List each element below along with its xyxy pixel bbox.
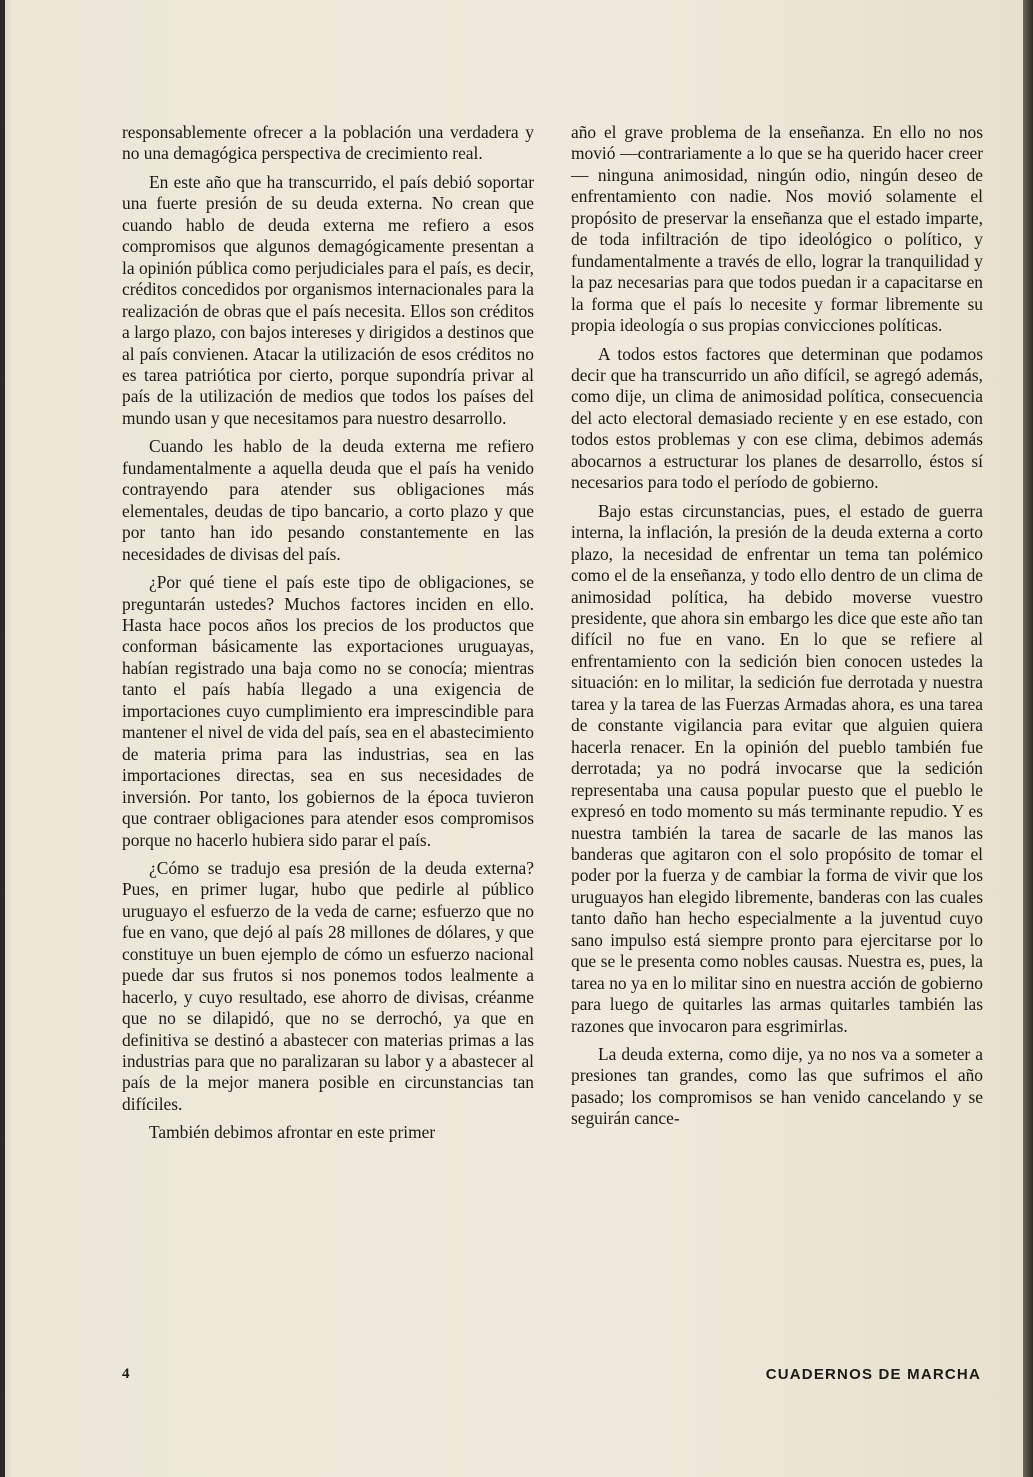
paragraph: Bajo estas circunstancias, pues, el estado de guerra interna, la inflación, la presión de la deuda externa a corto plazo, la necesidad de enfrentar un tema tan polémico como el de la enseñanza, y todo ello dentro de un clima de animosidad política, ha debido moverse vuestro presidente, que ahora sin embargo les dice que este año tan difícil no fue en vano. En lo que se refiere al enfrentamiento con la sedición bien conocen ustedes la situación: en lo militar, la sedición fue derrotada y nuestra tarea y la tarea de las Fuerzas Armadas ahora, es una tarea de constante vigilancia para evitar que alguien quiera hacerla renacer. En la opinión del pueblo también fue derrotada; ya no podrá invocarse que la sedición representaba una causa popular puesto que el pueblo le expresó en todo momento su más terminante repudio. Y es nuestra también la tarea de sacarle de las manos las banderas que agitaron con el solo propósito de tomar el poder por la fuerza y de cambiar la forma de vivir que los uruguayos han elegido libremente, banderas con las cuales tanto daño han hecho especialmente a la juventud cuyo sano impulso está siempre pronto para ejercitarse por lo que se le presenta como nobles causas. Nuestra es, pues, la tarea no ya en lo militar sino en nuestra acción de gobierno para luego de quitarles las armas quitarles también las razones que invocaron para esgrimirlas. <box>571 500 983 1036</box>
paragraph: año el grave problema de la enseñanza. En ello no nos movió —contrariamente a lo que se ha querido hacer creer— ninguna animosidad, ningún odio, ningún deseo de enfrentamiento con nadie. Nos movió solamente el propósito de preservar la enseñanza que el estado imparte, de toda infiltración de tipo ideológico o político, y fundamentalmente a través de ello, lograr la tranquilidad y la paz necesarias para que todos puedan ir a capacitarse en la forma que el país lo necesite y formar libremente su propia ideología o sus propias convicciones políticas. <box>571 122 983 336</box>
page-number: 4 <box>122 1366 130 1382</box>
page-edge-right <box>1023 0 1033 1477</box>
paragraph: En este año que ha transcurrido, el país debió soportar una fuerte presión de su deuda externa. No crean que cuando hablo de deuda externa me refiero a esos compromisos que algunos demagógicamente presentan a la opinión pública como perjudiciales para el país, es decir, créditos concedidos por organismos internacionales para la realización de obras que el país necesita. Ellos son créditos a largo plazo, con bajos intereses y dirigidos a destinos que al país convienen. Atacar la utilización de esos créditos no es tarea patriótica por cierto, porque supondría privar al país de la utilización de medios que todos los países del mundo usan y que necesitamos para nuestro desarrollo. <box>122 171 534 428</box>
left-column <box>122 122 534 1151</box>
paragraph: A todos estos factores que determinan que podamos decir que ha transcurrido un año difícil, se agregó además, como dije, un clima de animosidad política, consecuencia del acto electoral demasiado reciente y en ese estado, con todos estos problemas y con ese clima, debimos además abocarnos a estructurar los planes de desarrollo, éstos sí necesarios para todo el período de gobierno. <box>571 343 983 493</box>
paragraph: También debimos afrontar en este primer <box>149 1122 436 1143</box>
paragraph: responsablemente ofrecer a la población una verdadera y no una demagógica perspectiva de crecimiento real. <box>122 122 534 164</box>
page-edge-left <box>0 0 5 1477</box>
paragraph: La deuda externa, como dije, ya no nos va a someter a presiones tan grandes, como las que sufrimos el año pasado; los compromisos se han venido cancelando y se seguirán cance- <box>571 1044 983 1129</box>
right-column <box>571 122 983 1137</box>
paragraph: ¿Cómo se tradujo esa presión de la deuda externa? Pues, en primer lugar, hubo que pedirle al público uruguayo el esfuerzo de la veda de carne; esfuerzo que no fue en vano, que dejó al país 28 millones de dólares, y que constituye un buen ejemplo de cómo un esfuerzo nacional puede dar sus frutos si nos ponemos todos lealmente a hacerlo, y cuyo resultado, ese ahorro de divisas, créanme que no se dilapidó, que no se derrochó, ya que en definitiva se destinó a abastecer con materias primas a las industrias para que no paralizaran su labor y a abastecer al país de la mejor manera posible en circunstancias tan difíciles. <box>122 857 534 1114</box>
publication-title: CUADERNOS DE MARCHA <box>765 1366 981 1383</box>
paragraph: ¿Por qué tiene el país este tipo de obligaciones, se preguntarán ustedes? Muchos factores inciden en ello. Hasta hace pocos años los precios de los productos que conforman básicamente las exportaciones uruguayas, habían registrado una baja como no se conocía; mientras tanto el país había llegado a una exigencia de importaciones cuyo cumplimiento era imprescindible para mantener el nivel de vida del país, sea en el abastecimiento de materia prima para las industrias, sea en las importaciones directas, sea en sus necesidades de inversión. Por tanto, los gobiernos de la época tuvieron que contraer obligaciones para atender esos compromisos porque no hacerlo hubiera sido parar el país. <box>122 572 534 850</box>
paragraph: Cuando les hablo de la deuda externa me refiero fundamentalmente a aquella deuda que el país ha venido contrayendo para atender sus obligaciones más elementales, deudas de tipo bancario, a corto plazo y que por tanto han ido pesando constantemente en las necesidades de divisas del país. <box>122 436 534 564</box>
